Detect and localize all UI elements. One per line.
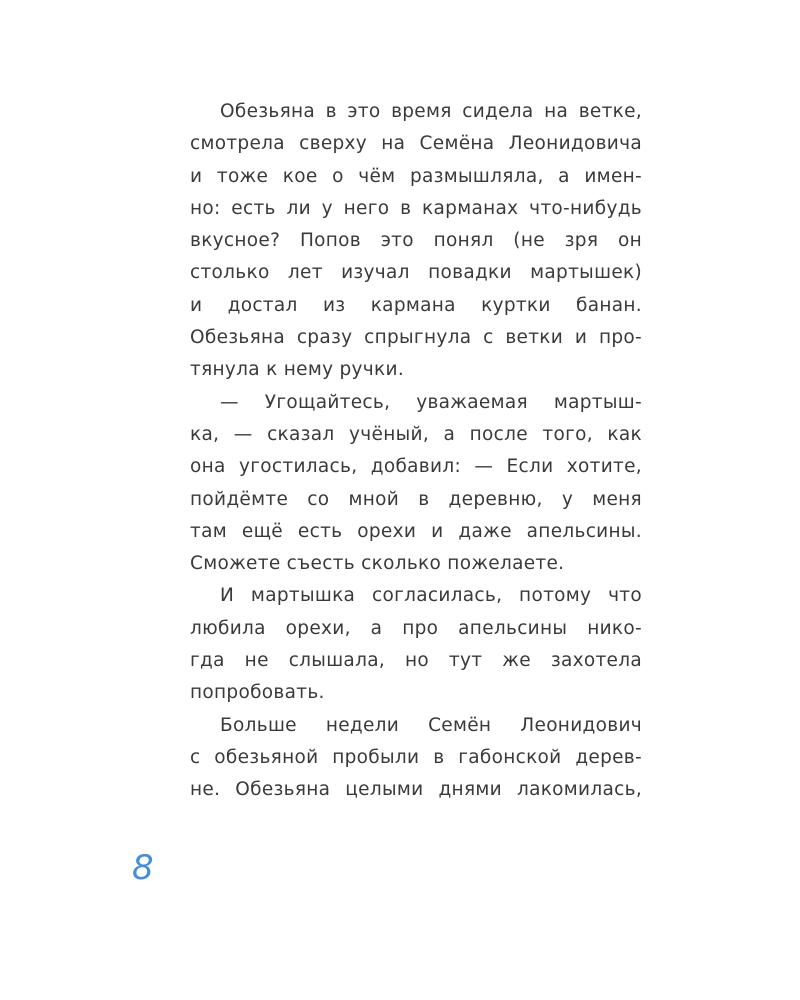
text-line: И мартышка согласилась, потому что <box>220 585 642 607</box>
paragraph <box>190 580 642 709</box>
text-line: попробовать. <box>190 682 325 704</box>
text-line: она угостилась, добавил: — Если хотите, <box>190 456 642 478</box>
text-line: не. Обезьяна целыми днями лакомилась, <box>190 779 642 801</box>
text-line: — Угощайтесь, уважаемая мартыш- <box>220 391 642 413</box>
body-text <box>190 96 642 807</box>
text-line: ка, — сказал учёный, а после того, как <box>190 423 642 445</box>
text-line: столько лет изучал повадки мартышек) <box>190 262 642 284</box>
paragraph <box>190 387 642 581</box>
text-line: любила орехи, а про апельсины нико- <box>190 617 642 639</box>
paragraph <box>190 710 642 807</box>
text-line: и тоже кое о чём размышляла, а имен- <box>190 165 642 187</box>
text-line: Обезьяна в это время сидела на ветке, <box>220 101 642 122</box>
text-line: но: есть ли у него в карманах что-нибудь <box>190 197 642 219</box>
text-line: там ещё есть орехи и даже апельсины. <box>190 520 642 542</box>
text-line: Сможете съесть сколько пожелаете. <box>190 553 565 575</box>
text-line: Обезьяна сразу спрыгнула с ветки и про- <box>190 327 642 349</box>
text-line: с обезьяной пробыли в габонской дерев- <box>190 746 642 768</box>
text-line: вкусное? Попов это понял (не зря он <box>190 230 642 252</box>
page-number: 8 <box>132 848 154 888</box>
text-line: пойдёмте со мной в деревню, у меня <box>190 488 642 510</box>
paragraph <box>190 96 642 387</box>
text-line: смотрела сверху на Семёна Леонидовича <box>190 133 642 155</box>
text-line: гда не слышала, но тут же захотела <box>190 650 642 672</box>
text-line: тянула к нему ручки. <box>190 359 405 381</box>
text-line: и достал из кармана куртки банан. <box>190 294 642 316</box>
text-line: Больше недели Семён Леонидович <box>220 714 642 736</box>
